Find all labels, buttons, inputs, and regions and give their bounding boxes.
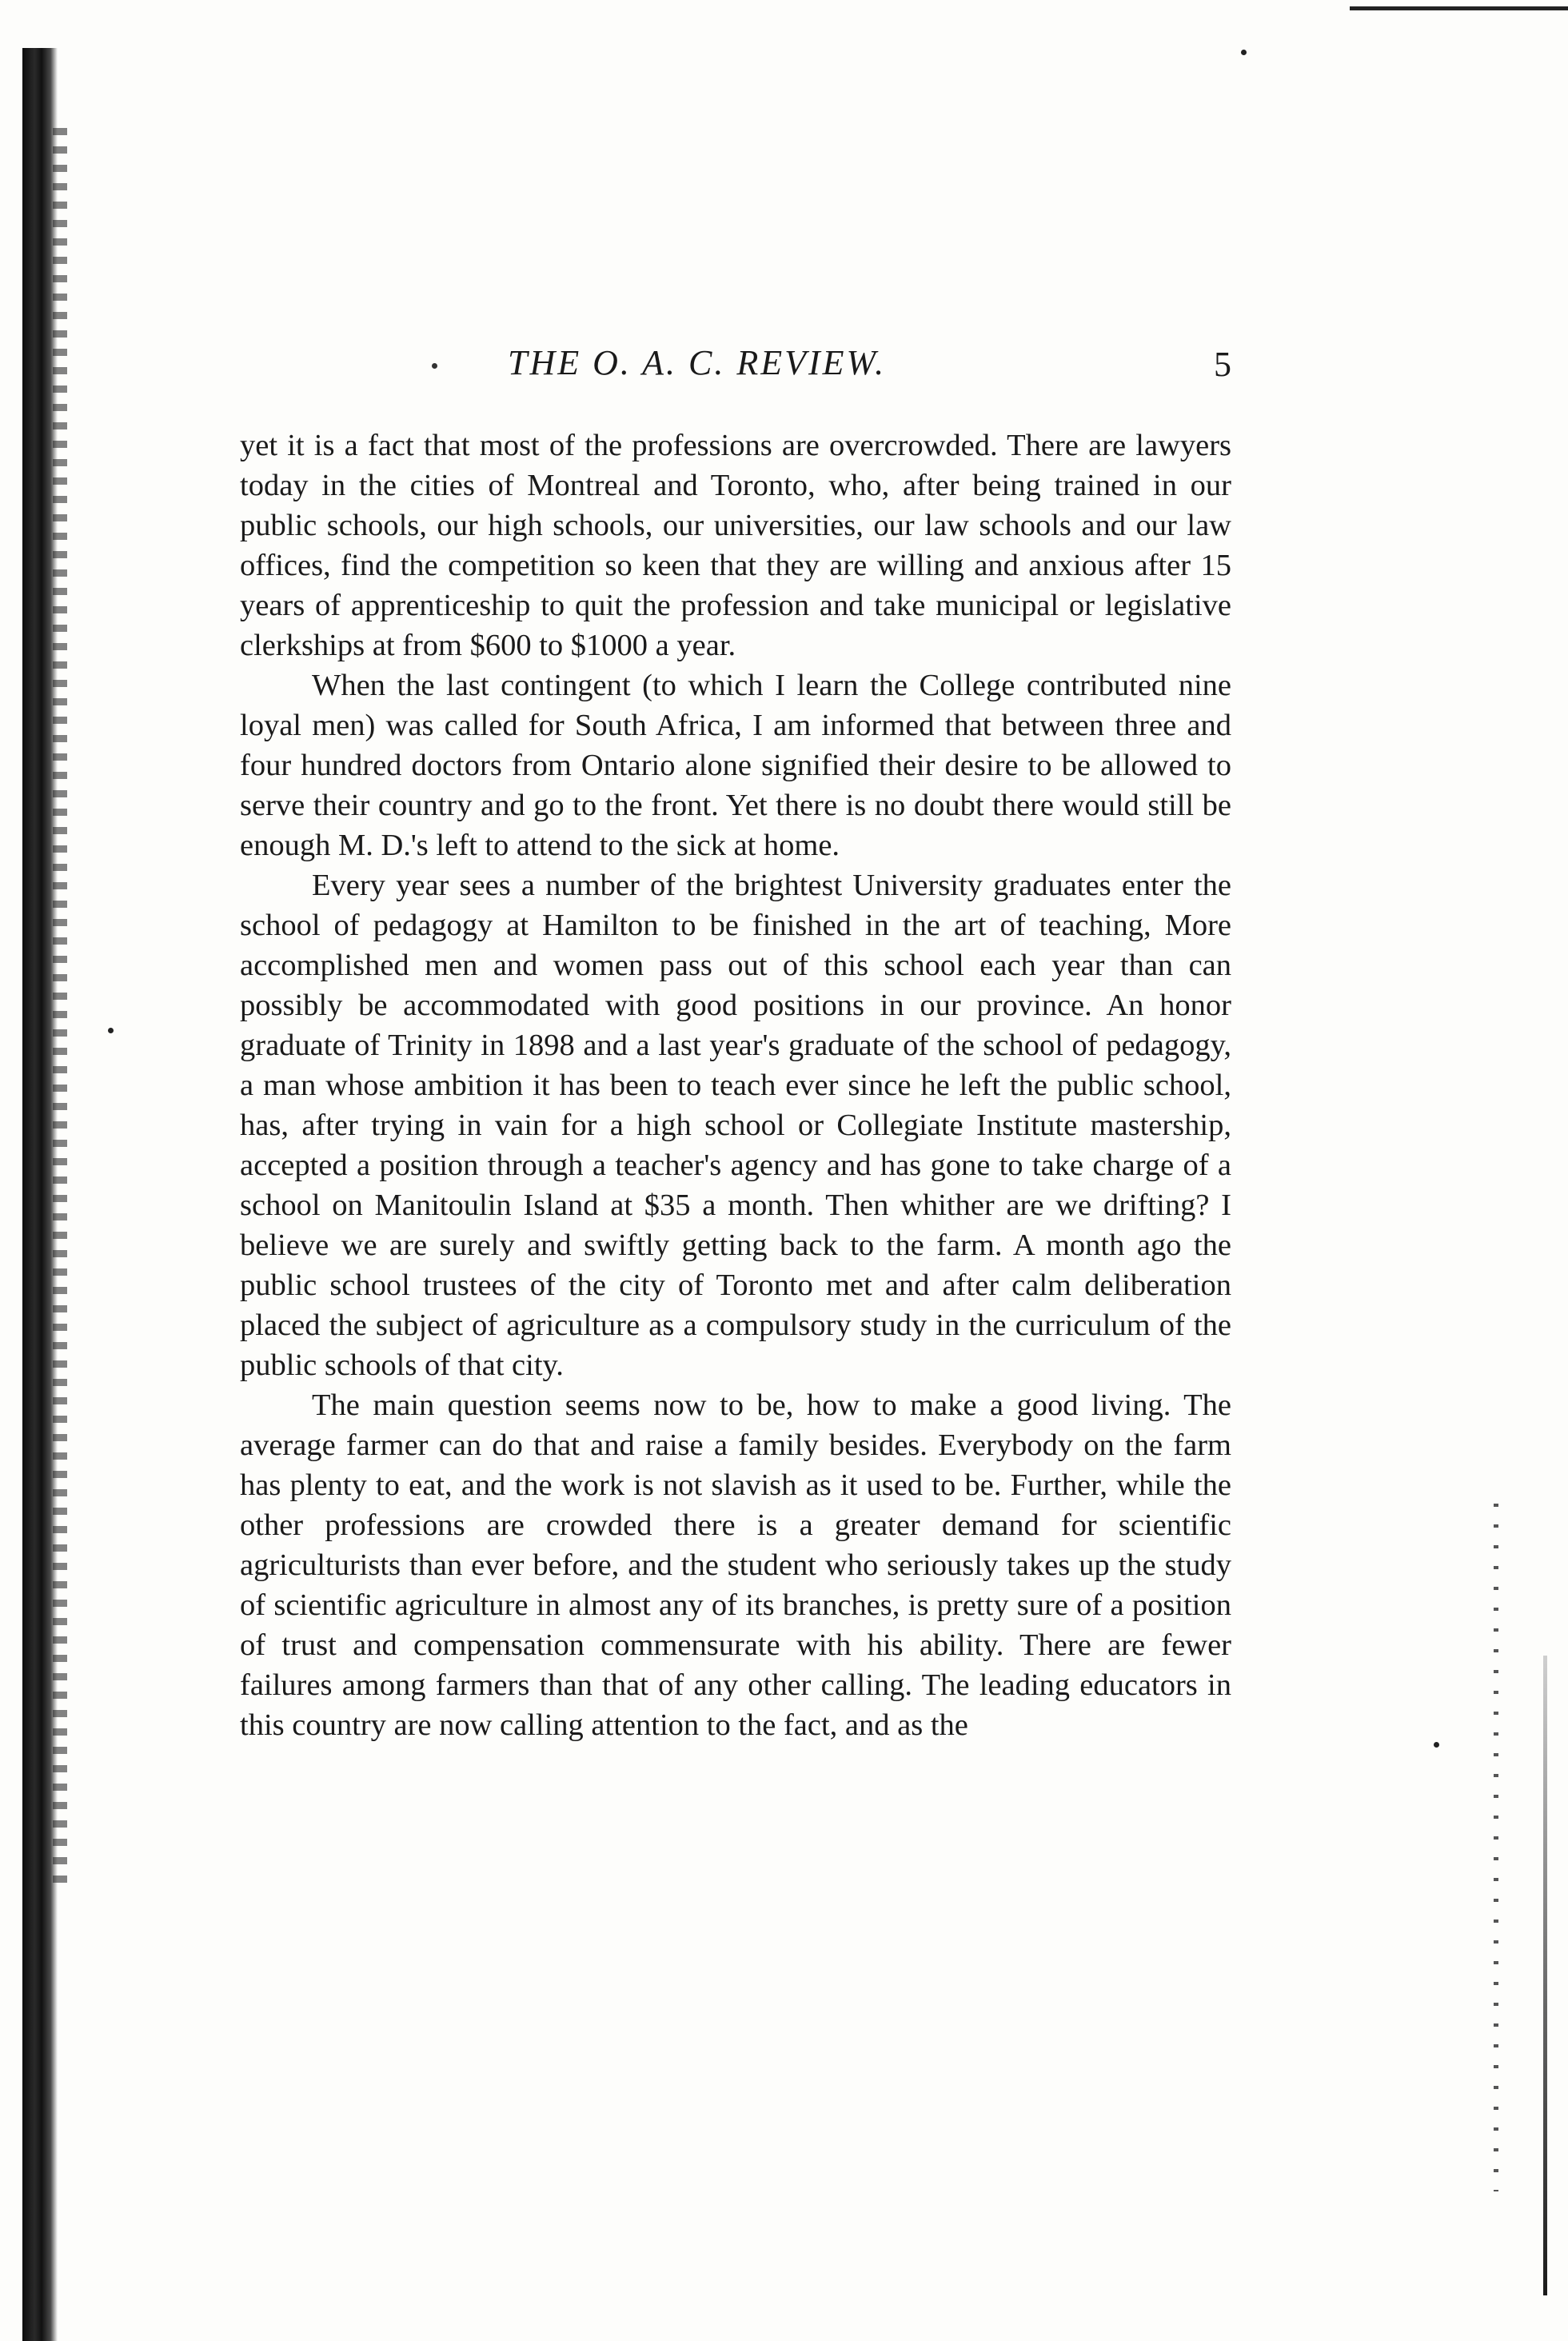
ink-speck [108,1028,114,1033]
ink-speck [1241,50,1247,55]
page-binding-shadow [53,128,67,1888]
top-edge-rule [1350,6,1568,10]
paragraph: The main question seems now to be, how to make a good living. The average farmer can do that and raise a family besides. Everybody on the farm has plenty to eat, and the work is not slavish as it used to be. Further, while the other professions are crowded there is a greater demand for scientific agriculturists than ever before, and the student who seriously takes up the study of scientific agriculture in almost any of its branches, is pretty sure of a position of trust and compensation commensurate with his ability. There are fewer failures among farmers than that of any other calling. The leading educators in this country are now calling attention to the fact, and as the [240,1388,1231,1742]
article-body [240,425,1231,1745]
ink-speck [1434,1742,1439,1748]
paragraph: yet it is a fact that most of the professions are overcrowded. There are lawyers today in the cities of Montreal and Toronto, who, after being trained in our public schools, our high schools, our universities, our law schools and our law offices, find the competition so keen that they are willing and anxious after 15 years of apprenticeship to quit the profession and take municipal or legislative clerkships at from $600 to $1000 a year. [240,429,1231,662]
header-dot [432,363,437,369]
running-header [240,342,1231,398]
page-number: 5 [1214,345,1231,384]
right-edge-rule [1543,1656,1547,2295]
journal-title: THE O. A. C. REVIEW. [508,343,887,382]
paragraph: When the last contingent (to which I learn the College contributed nine loyal men) was called for South Africa, I am informed that between three and four hundred doctors from Ontario alone signified their desire to be allowed to serve their country and go to the front. Yet there is no doubt there would still be enough M. D.'s left to attend to the sick at home. [240,669,1231,862]
paragraph: Every year sees a number of the brightest University graduates enter the school of pedagogy at Hamilton to be finished in the art of teaching, More accomplished men and women pass out of this school each year than can possibly be accommodated with good positions in our province. An honor graduate of Trinity in 1898 and a last year's graduate of the school of pedagogy, a man whose ambition it has been to teach ever since he left the public school, has, after trying in vain for a high school or Collegiate Institute mastership, accepted a position through a teacher's agency and has gone to take charge of a school on Manitoulin Island at $35 a month. Then whither are we drifting? I believe we are surely and swiftly getting back to the farm. A month ago the public school trustees of the city of Toronto met and after calm deliberation placed the subject of agriculture as a compulsory study in the curriculum of the public schools of that city. [240,869,1231,1382]
right-margin-marks [1494,1504,1498,2191]
